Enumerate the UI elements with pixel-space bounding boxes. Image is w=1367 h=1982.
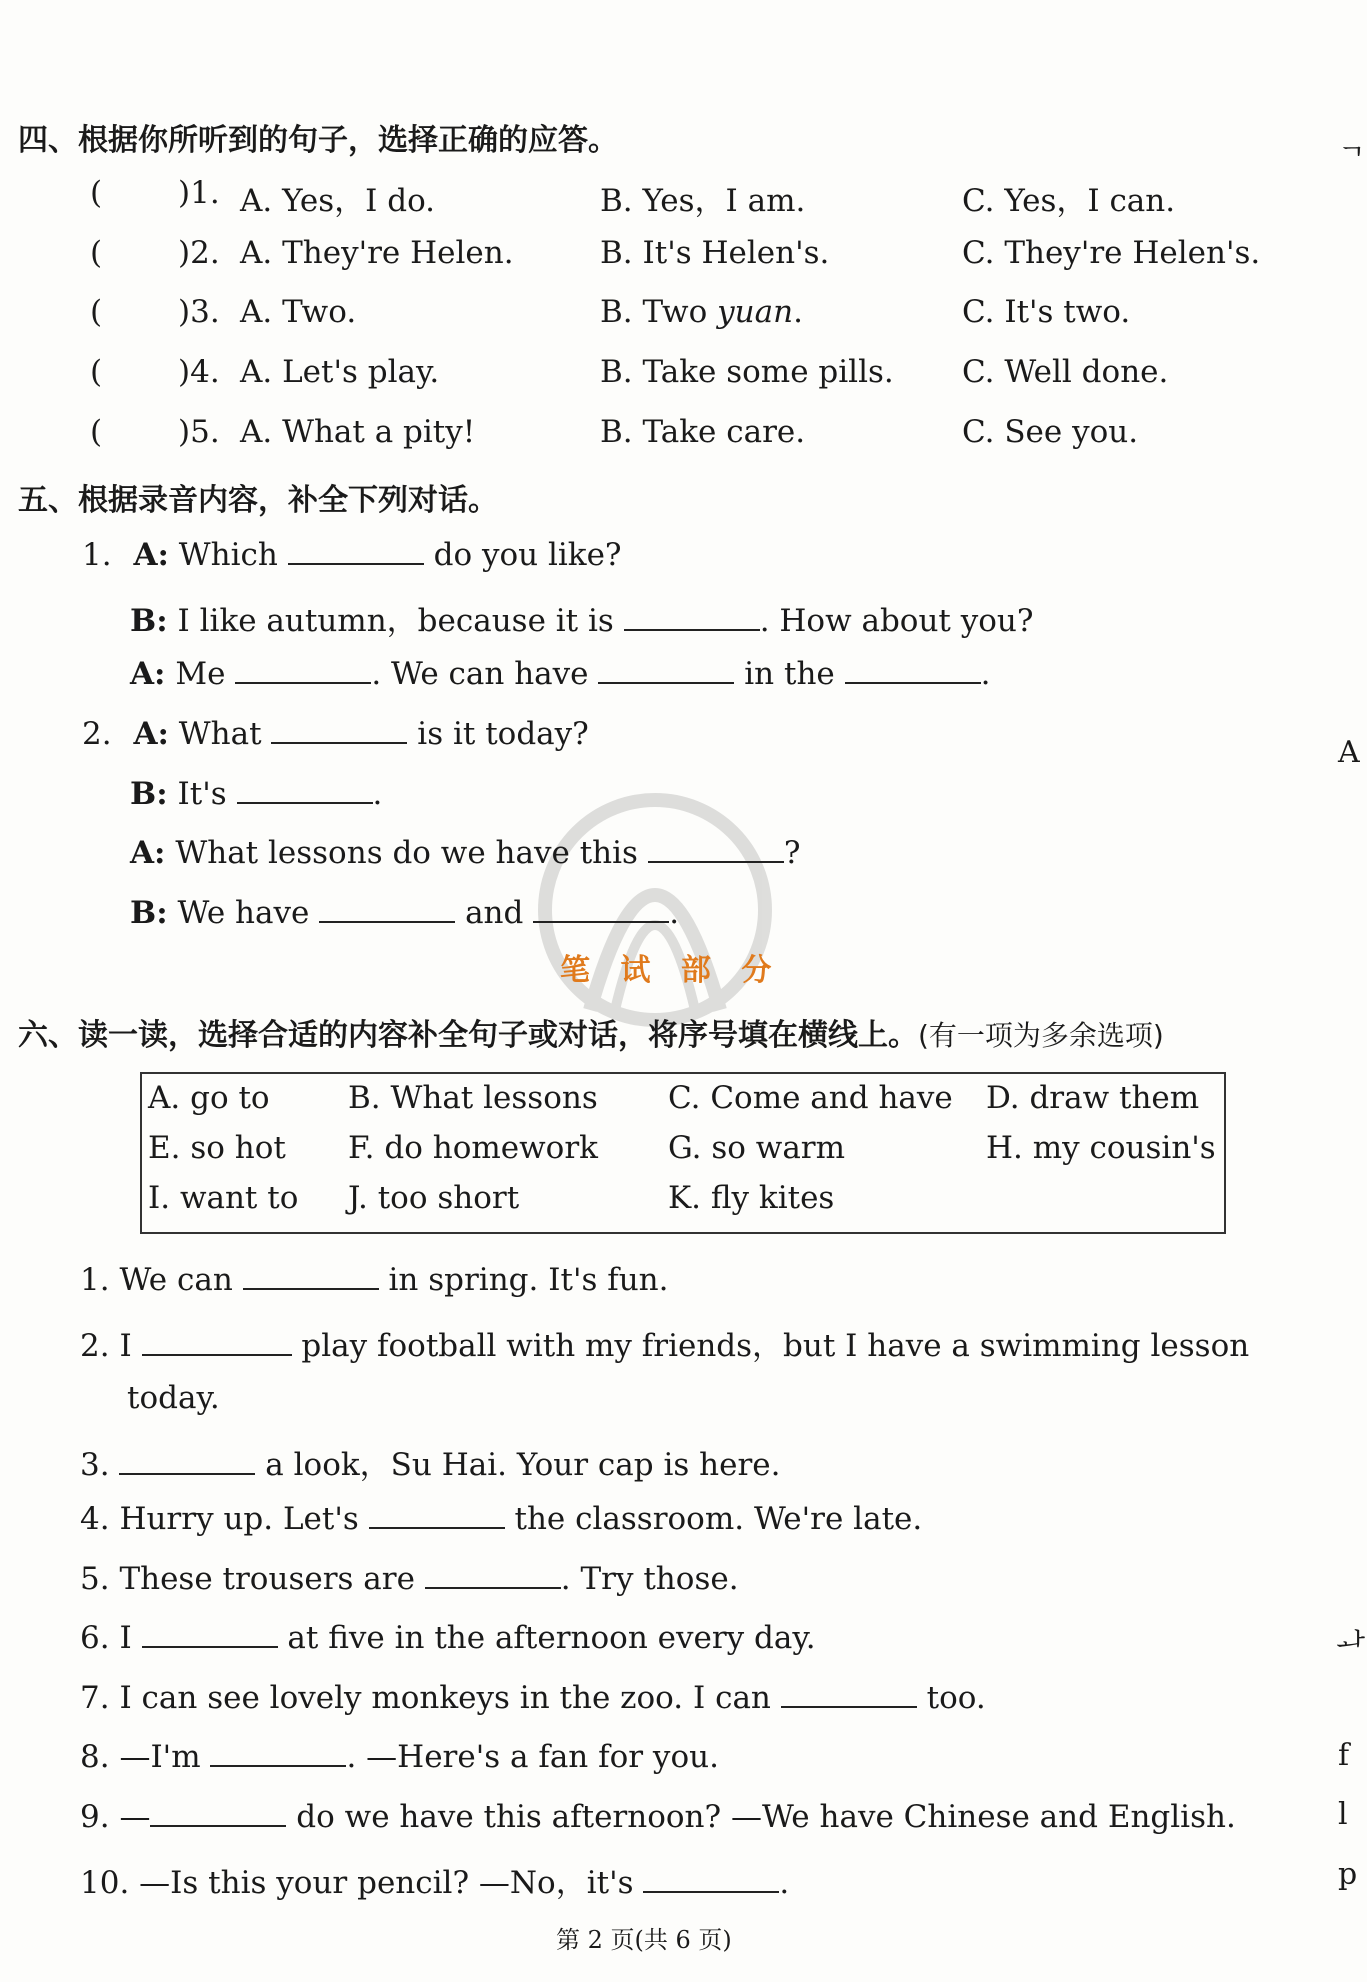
option-a: A. Let's play. (240, 354, 440, 390)
answer-blank[interactable] (319, 893, 455, 923)
question-2: 2. I play football with my friends，but I have a swimming lesson (80, 1328, 1250, 1364)
answer-blank[interactable] (237, 774, 373, 804)
item-number: )1. (178, 175, 220, 211)
dialogue-2-line-2: B: It's . (130, 776, 383, 812)
option-a: A. Yes，I do. (240, 183, 436, 219)
dialogue-number: 2. (82, 716, 112, 752)
answer-blank[interactable] (142, 1618, 278, 1648)
answer-blank[interactable] (648, 833, 784, 863)
edge-glyph: ᅪ (1336, 1628, 1365, 1663)
answer-blank[interactable] (624, 601, 760, 631)
question-10: 10. —Is this your pencil? —No，it's . (80, 1865, 790, 1901)
answer-blank[interactable] (119, 1445, 255, 1475)
option-c: C. See you. (962, 414, 1139, 450)
option-b: B. Take care. (600, 414, 806, 450)
dialogue-2-line-3: A: What lessons do we have this ? (130, 835, 801, 871)
question-4: 4. Hurry up. Let's the classroom. We're late. (80, 1501, 923, 1537)
answer-blank[interactable] (369, 1499, 505, 1529)
answer-bracket[interactable]: ( (90, 235, 103, 271)
option-item: H. my cousin's (986, 1130, 1216, 1166)
option-item: E. so hot (148, 1130, 286, 1166)
answer-blank[interactable] (271, 714, 407, 744)
option-item: I. want to (148, 1180, 299, 1216)
answer-blank[interactable] (598, 654, 734, 684)
answer-blank[interactable] (210, 1737, 346, 1767)
option-a: A. Two. (240, 294, 357, 330)
option-c: C. Well done. (962, 354, 1169, 390)
page-footer: 第 2 页(共 6 页) (556, 1926, 732, 1954)
answer-blank[interactable] (243, 1260, 379, 1290)
answer-blank[interactable] (425, 1559, 561, 1589)
option-item: A. go to (148, 1080, 270, 1116)
answer-blank[interactable] (288, 535, 424, 565)
section6-title-row (18, 1010, 1164, 1054)
option-item: K. fly kites (668, 1180, 835, 1216)
question-3: 3. a look，Su Hai. Your cap is here. (80, 1447, 781, 1483)
option-b: B. It's Helen's. (600, 235, 830, 271)
edge-glyph: A (1338, 735, 1360, 770)
edge-glyph: p (1338, 1857, 1358, 1892)
options-box (140, 1072, 1226, 1234)
answer-blank[interactable] (845, 654, 981, 684)
question-2-continuation: today. (127, 1380, 220, 1416)
section4-title: 四、根据你所听到的句子，选择正确的应答。 (18, 123, 618, 158)
edge-glyph: l (1338, 1797, 1348, 1832)
written-section-heading: 笔 试 部 分 (560, 953, 782, 988)
edge-glyph: f (1338, 1738, 1350, 1773)
answer-bracket[interactable]: ( (90, 294, 103, 330)
question-6: 6. I at five in the afternoon every day. (80, 1620, 816, 1656)
dialogue-1-line-2: B: I like autumn，because it is . How about you? (130, 603, 1034, 639)
section5-title: 五、根据录音内容，补全下列对话。 (18, 483, 498, 518)
option-b: B. Yes，I am. (600, 183, 806, 219)
dialogue-2: 2. A: What is it today? (82, 716, 589, 752)
answer-bracket[interactable]: ( (90, 414, 103, 450)
item-number: )4. (178, 354, 220, 390)
option-item: B. What lessons (348, 1080, 598, 1116)
option-item: J. too short (348, 1180, 520, 1216)
question-7: 7. I can see lovely monkeys in the zoo. I can too. (80, 1680, 986, 1716)
option-c: C. It's two. (962, 294, 1131, 330)
answer-blank[interactable] (643, 1863, 779, 1893)
section6-note: (有一项为多余选项) (918, 1019, 1164, 1052)
item-number: )5. (178, 414, 220, 450)
dialogue-1: 1. A: Which do you like? (82, 537, 622, 573)
section6-title: 六、读一读，选择合适的内容补全句子或对话，将序号填在横线上。 (18, 1018, 918, 1053)
option-item: C. Come and have (668, 1080, 953, 1116)
answer-blank[interactable] (781, 1678, 917, 1708)
dialogue-2-line-4: B: We have and . (130, 895, 680, 931)
answer-blank[interactable] (150, 1797, 286, 1827)
option-b: B. Two yuan. (600, 294, 803, 330)
item-number: )3. (178, 294, 220, 330)
option-item: F. do homework (348, 1130, 598, 1166)
question-1: 1. We can in spring. It's fun. (80, 1262, 669, 1298)
option-c: C. They're Helen's. (962, 235, 1261, 271)
option-c: C. Yes，I can. (962, 183, 1176, 219)
dialogue-1-line-3: A: Me . We can have in the . (130, 656, 991, 692)
answer-bracket[interactable]: ( (90, 354, 103, 390)
option-a: A. They're Helen. (240, 235, 514, 271)
answer-blank[interactable] (142, 1326, 292, 1356)
answer-bracket[interactable]: ( (90, 175, 103, 211)
answer-blank[interactable] (533, 893, 669, 923)
question-5: 5. These trousers are . Try those. (80, 1561, 739, 1597)
question-8: 8. —I'm . —Here's a fan for you. (80, 1739, 719, 1775)
edge-glyph: ᆨ (1338, 126, 1367, 161)
item-number: )2. (178, 235, 220, 271)
option-a: A. What a pity! (240, 414, 476, 450)
dialogue-number: 1. (82, 537, 112, 573)
option-item: D. draw them (986, 1080, 1200, 1116)
option-b: B. Take some pills. (600, 354, 894, 390)
question-9: 9. — do we have this afternoon? —We have Chinese and English. (80, 1799, 1236, 1835)
answer-blank[interactable] (235, 654, 371, 684)
option-item: G. so warm (668, 1130, 846, 1166)
